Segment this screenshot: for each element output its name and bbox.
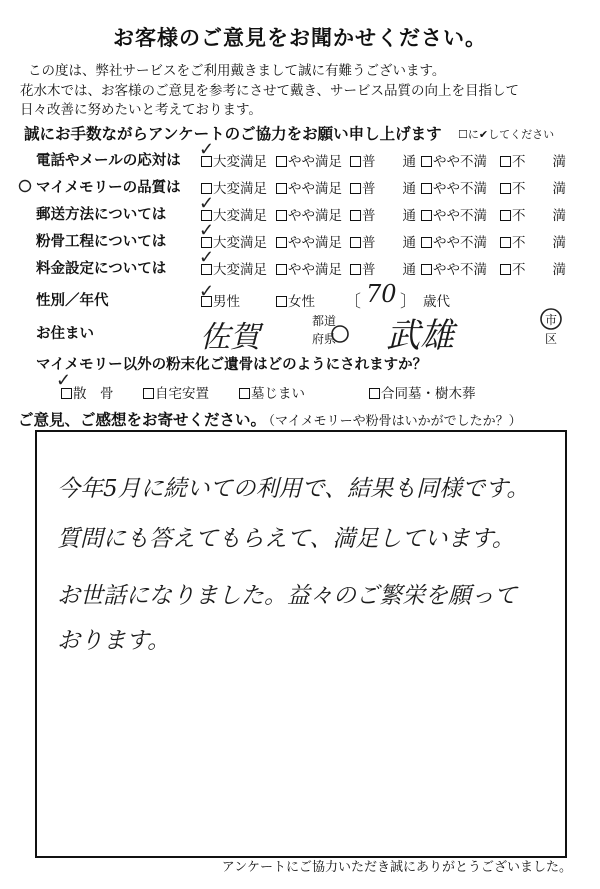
question-label-4: 粉骨工程については [36,234,167,250]
footer-thanks: アンケートにご協力いただき誠にありがとうございました。 [221,860,572,875]
survey-request: 誠にお手数ながらアンケートのご協力をお願い申し上げます [24,125,442,143]
question-5-option-2[interactable] [276,258,342,278]
checkmark-icon: ✓ [199,247,215,268]
option-checkbox[interactable] [421,237,432,248]
question-circle-mark-icon [18,179,32,193]
comment-prompt-note: （マイメモリーや粉骨はいかがでしたか？） [262,414,522,429]
remains-question: マイメモリー以外の粉末化ご遺骨はどのようにされますか？ [36,357,428,373]
option-label: 不 満 [512,154,566,170]
survey-request-note: ☐に✔してください [458,128,555,141]
question-label-2: マイメモリーの品質は [36,180,181,196]
option-checkbox[interactable] [421,210,432,221]
question-4-option-3[interactable] [350,231,416,251]
option-label: やや満足 [288,181,342,197]
age-bracket-close: 〕 [400,292,417,312]
question-2-option-5[interactable] [500,177,566,197]
remains-option-home[interactable] [143,382,209,402]
option-label: 大変満足 [213,208,267,224]
option-checkbox[interactable] [421,156,432,167]
option-checkbox[interactable] [500,210,511,221]
option-checkbox[interactable] [350,237,361,248]
option-label: やや不満 [433,235,487,251]
option-label: 不 満 [512,262,566,278]
option-label: 大変満足 [213,181,267,197]
age-bracket-open: 〔 [344,292,361,312]
gender-female-label: 女性 [288,294,315,310]
option-checkbox[interactable] [350,264,361,275]
prefecture-value[interactable]: 佐賀 [200,320,260,355]
option-checkbox[interactable] [421,264,432,275]
option-checkbox[interactable] [276,156,287,167]
question-1-option-5[interactable] [500,150,566,170]
question-label-1: 電話やメールの応対は [36,153,181,169]
comment-prompt: ご意見、ご感想をお寄せください。 [18,411,267,429]
option-label: 不 満 [512,235,566,251]
option-checkbox[interactable] [276,183,287,194]
gender-female-checkbox[interactable] [276,296,287,307]
option-checkbox[interactable] [276,237,287,248]
question-2-option-4[interactable] [421,177,487,197]
option-checkbox[interactable] [500,237,511,248]
comment-box[interactable] [35,430,567,858]
remains-scatter-label: 散 骨 [73,386,114,402]
prefecture-circle-mark-icon [330,324,350,344]
age-value[interactable]: 70 [366,280,397,308]
gender-female-option[interactable] [276,290,315,310]
remains-option-grave-closure[interactable] [239,382,305,402]
city-suffix-top: 市 [545,313,558,327]
question-1-option-2[interactable] [276,150,342,170]
remains-joint-grave-label: 合同墓・樹木葬 [381,386,476,402]
gender-male-checkmark-icon: ✓ [199,281,215,302]
option-label: 普 通 [362,235,416,251]
remains-joint-grave-checkbox[interactable] [369,388,380,399]
question-3-option-3[interactable] [350,204,416,224]
checkmark-icon: ✓ [199,193,215,214]
question-4-option-5[interactable] [500,231,566,251]
option-checkbox[interactable] [350,183,361,194]
option-label: 普 通 [362,154,416,170]
question-3-option-2[interactable] [276,204,342,224]
option-label: 大変満足 [213,154,267,170]
question-2-option-2[interactable] [276,177,342,197]
question-2-option-3[interactable] [350,177,416,197]
comment-line-1: 今年5月に続いての利用で、結果も同様です。 [57,476,530,502]
question-label-5: 料金設定については [36,261,167,277]
prefecture-suffix-bottom: 府県 [312,332,337,346]
option-label: やや満足 [288,154,342,170]
question-label-3: 郵送方法については [36,207,167,223]
question-4-option-2[interactable] [276,231,342,251]
remains-home-checkbox[interactable] [143,388,154,399]
address-label: お住まい [36,326,94,342]
comment-line-3: お世話になりました。益々のご繁栄を願って [57,583,517,609]
option-label: やや満足 [288,235,342,251]
remains-grave-closure-label: 墓じまい [251,386,305,402]
option-label: 普 通 [362,262,416,278]
remains-grave-closure-checkbox[interactable] [239,388,250,399]
intro-line-2: 花水木では、お客様のご意見を参考にさせて戴き、サービス品質の向上を目指して [20,83,519,99]
question-1-option-3[interactable] [350,150,416,170]
page-title: お客様のご意見をお聞かせください。 [113,26,487,50]
prefecture-suffix-top: 都道 [312,314,337,328]
intro-line-3: 日々改善に努めたいと考えております。 [20,102,262,118]
option-label: やや不満 [433,181,487,197]
option-checkbox[interactable] [276,210,287,221]
option-label: 普 通 [362,208,416,224]
age-unit: 歳代 [423,294,450,310]
gender-age-label: 性別／年代 [36,293,109,309]
option-label: 不 満 [512,208,566,224]
option-checkbox[interactable] [421,183,432,194]
intro-line-1: この度は、弊社サービスをご利用戴きまして誠に有難うございます。 [28,63,446,79]
option-checkbox[interactable] [500,156,511,167]
comment-line-4: おります。 [57,628,171,654]
question-1-option-4[interactable] [421,150,487,170]
option-checkbox[interactable] [350,156,361,167]
option-label: 大変満足 [213,262,267,278]
option-label: やや満足 [288,208,342,224]
city-suffix-bottom: 区 [545,332,558,346]
option-label: やや不満 [433,154,487,170]
option-checkbox[interactable] [500,183,511,194]
option-checkbox[interactable] [276,264,287,275]
question-3-option-4[interactable] [421,204,487,224]
remains-scatter-checkmark-icon: ✓ [56,370,72,391]
gender-male-label: 男性 [213,294,240,310]
comment-line-2: 質問にも答えてもらえて、満足しています。 [57,526,515,552]
question-3-option-5[interactable] [500,204,566,224]
question-4-option-4[interactable] [421,231,487,251]
checkmark-icon: ✓ [199,220,215,241]
option-label: やや不満 [433,208,487,224]
remains-option-joint-grave[interactable] [369,382,476,402]
option-label: やや満足 [288,262,342,278]
option-label: 不 満 [512,181,566,197]
option-checkbox[interactable] [500,264,511,275]
option-label: 大変満足 [213,235,267,251]
city-value[interactable]: 武雄 [386,316,454,356]
option-checkbox[interactable] [350,210,361,221]
question-5-option-3[interactable] [350,258,416,278]
question-5-option-5[interactable] [500,258,566,278]
checkmark-icon: ✓ [199,139,215,160]
option-label: 普 通 [362,181,416,197]
question-5-option-4[interactable] [421,258,487,278]
remains-home-label: 自宅安置 [155,386,209,402]
option-label: やや不満 [433,262,487,278]
